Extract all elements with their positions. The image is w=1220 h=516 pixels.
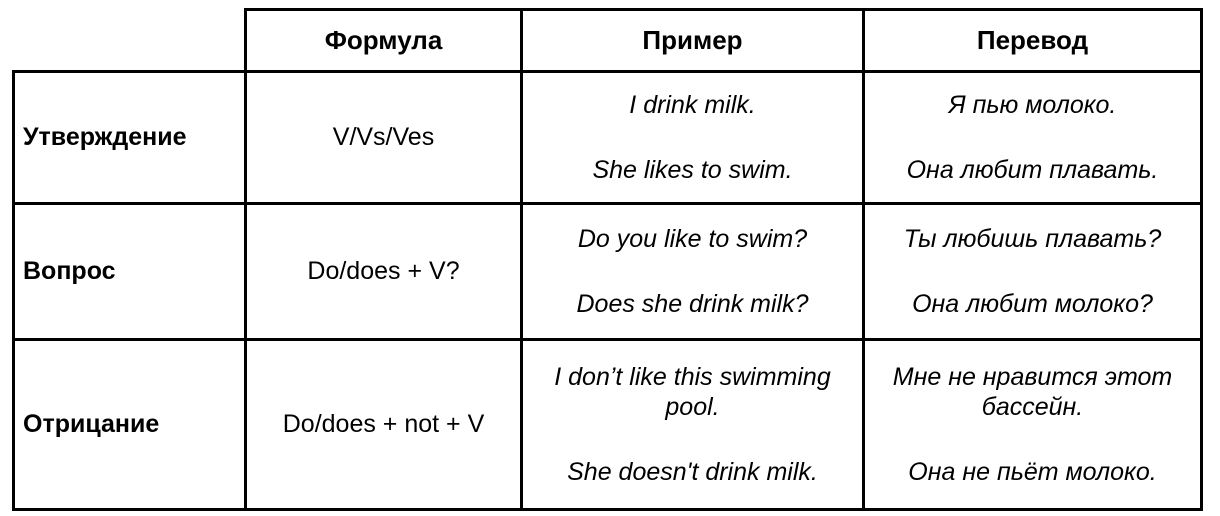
- formula-affirmative: V/Vs/Ves: [246, 72, 522, 204]
- translation-sentence: Она не пьёт молоко.: [908, 457, 1157, 486]
- example-sentence: She likes to swim.: [592, 155, 793, 184]
- row-label-affirmative: Утверждение: [14, 72, 246, 204]
- translations-affirmative: [864, 72, 1202, 204]
- translation-sentence: Она любит плавать.: [906, 155, 1159, 184]
- example-sentence: Does she drink milk?: [576, 289, 809, 318]
- translation-sentence: Она любит молоко?: [912, 289, 1153, 318]
- row-label-question: Вопрос: [14, 204, 246, 340]
- table-header-row: [14, 10, 1202, 72]
- header-cell-translation: Перевод: [864, 10, 1202, 72]
- translation-sentence: Мне не нравится этот бассейн.: [892, 362, 1173, 422]
- table-row: [14, 340, 1202, 510]
- present-simple-table: [12, 8, 1203, 511]
- translations-question: [864, 204, 1202, 340]
- example-sentence: Do you like to swim?: [577, 225, 808, 253]
- formula-question: Do/does + V?: [246, 204, 522, 340]
- table-row: [14, 204, 1202, 340]
- example-sentence: I drink milk.: [629, 91, 756, 119]
- translation-sentence: Я пью молоко.: [948, 91, 1117, 119]
- header-cell-example: Пример: [522, 10, 864, 72]
- examples-negative: [522, 340, 864, 510]
- example-sentence: She doesn't drink milk.: [567, 457, 818, 486]
- row-label-negative: Отрицание: [14, 340, 246, 510]
- translations-negative: [864, 340, 1202, 510]
- table-row: [14, 72, 1202, 204]
- examples-question: [522, 204, 864, 340]
- example-sentence: I don’t like this swimming pool.: [554, 362, 831, 422]
- examples-affirmative: [522, 72, 864, 204]
- translation-sentence: Ты любишь плавать?: [903, 225, 1162, 253]
- header-cell-formula: Формула: [246, 10, 522, 72]
- formula-negative: Do/does + not + V: [246, 340, 522, 510]
- header-cell-empty: [14, 10, 246, 72]
